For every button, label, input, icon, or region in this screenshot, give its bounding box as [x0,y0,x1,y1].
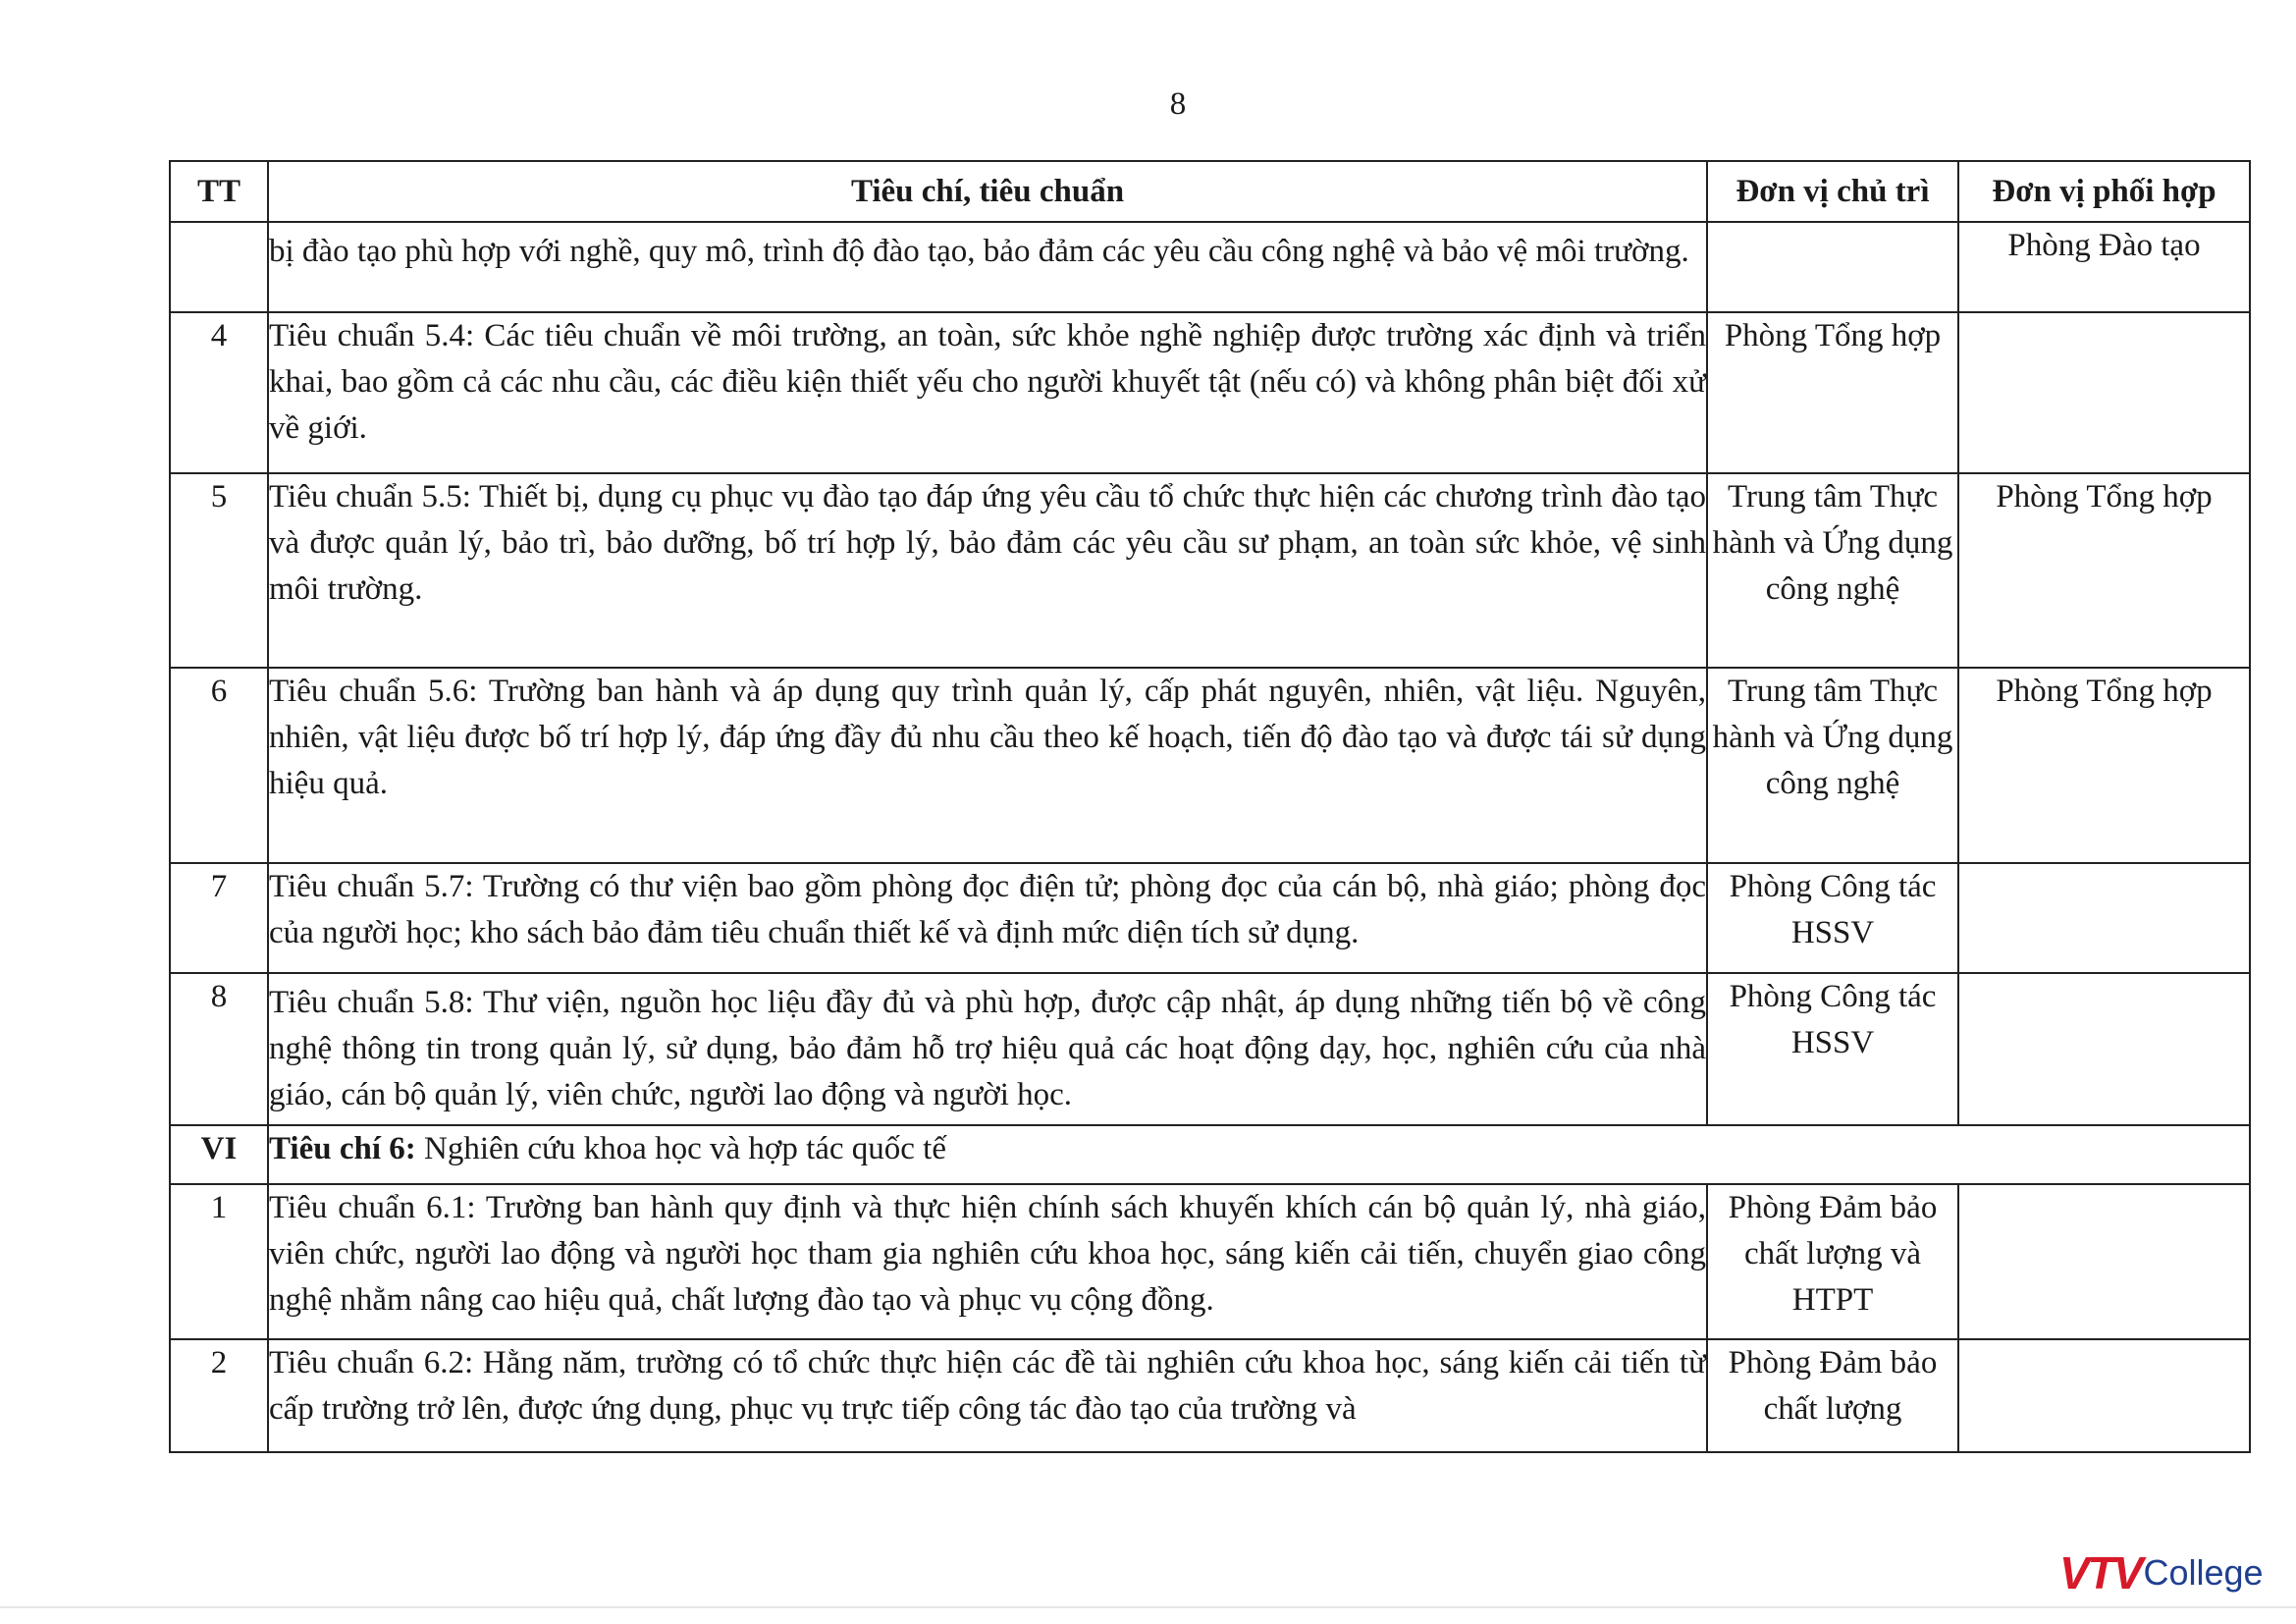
lead-unit: Phòng Đảm bảo chất lượng và HTPT [1707,1184,1958,1339]
lead-unit: Phòng Tổng hợp [1707,312,1958,473]
table-row [170,473,2250,668]
row-number: 8 [170,973,268,1125]
criteria-text: Tiêu chuẩn 5.6: Trường ban hành và áp dụng quy trình quản lý, cấp phát nguyên, nhiên, vật liệu. Nguyên, nhiên, vật liệu được bố trí hợp lý, đáp ứng đầy đủ nhu cầu theo kế hoạch, tiến độ đào tạo và được tái sử dụng hiệu quả. [268,668,1707,863]
coop-unit: Phòng Tổng hợp [1958,668,2250,863]
row-number: 5 [170,473,268,668]
criteria-table [169,160,2251,1453]
scan-edge-line [0,1606,2296,1608]
criteria-text: Tiêu chuẩn 5.5: Thiết bị, dụng cụ phục vụ đào tạo đáp ứng yêu cầu tổ chức thực hiện các chương trình đào tạo và được quản lý, bảo trì, bảo dưỡng, bố trí hợp lý, bảo đảm các yêu cầu sư phạm, an toàn sức khỏe, vệ sinh môi trường. [268,473,1707,668]
section-row [170,1125,2250,1184]
table-row [170,863,2250,973]
logo-brand: VTV [2059,1547,2142,1598]
header-lead-unit: Đơn vị chủ trì [1707,161,1958,222]
header-coop-unit: Đơn vị phối hợp [1958,161,2250,222]
lead-unit [1707,222,1958,312]
coop-unit [1958,863,2250,973]
lead-unit: Phòng Công tác HSSV [1707,973,1958,1125]
section-title [268,1125,2250,1184]
section-number: VI [170,1125,268,1184]
coop-unit [1958,312,2250,473]
criteria-text: Tiêu chuẩn 5.7: Trường có thư viện bao gồm phòng đọc điện tử; phòng đọc của cán bộ, nhà giáo; phòng đọc của người học; kho sách bảo đảm tiêu chuẩn thiết kế và định mức diện tích sử dụng. [268,863,1707,973]
coop-unit [1958,1184,2250,1339]
page-number: 8 [1169,86,1187,122]
criteria-text: Tiêu chuẩn 6.2: Hằng năm, trường có tổ chức thực hiện các đề tài nghiên cứu khoa học, sáng kiến cải tiến từ cấp trường trở lên, được ứng dụng, phục vụ trực tiếp công tác đào tạo của trường và [268,1339,1707,1452]
criteria-text: Tiêu chuẩn 5.8: Thư viện, nguồn học liệu đầy đủ và phù hợp, được cập nhật, áp dụng những tiến bộ về công nghệ thông tin trong quản lý, sử dụng, bảo đảm hỗ trợ hiệu quả các hoạt động dạy, học, nghiên cứu của nhà giáo, cán bộ quản lý, viên chức, người lao động và người học. [268,973,1707,1125]
lead-unit: Trung tâm Thực hành và Ứng dụng công nghệ [1707,473,1958,668]
table-row [170,312,2250,473]
row-number: 2 [170,1339,268,1452]
row-number: 1 [170,1184,268,1339]
table-row [170,1184,2250,1339]
coop-unit [1958,1339,2250,1452]
table-row [170,973,2250,1125]
lead-unit: Phòng Công tác HSSV [1707,863,1958,973]
coop-unit: Phòng Tổng hợp [1958,473,2250,668]
table-row [170,668,2250,863]
criteria-text: Tiêu chuẩn 5.4: Các tiêu chuẩn về môi trường, an toàn, sức khỏe nghề nghiệp được trường xác định và triển khai, bao gồm cả các nhu cầu, các điều kiện thiết yếu cho người khuyết tật (nếu có) và không phân biệt đối xử về giới. [268,312,1707,473]
coop-unit [1958,973,2250,1125]
row-number: 4 [170,312,268,473]
header-criteria: Tiêu chí, tiêu chuẩn [268,161,1707,222]
lead-unit: Phòng Đảm bảo chất lượng [1707,1339,1958,1452]
table-row [170,222,2250,312]
section-title-text: Nghiên cứu khoa học và hợp tác quốc tế [415,1131,946,1166]
row-number: 7 [170,863,268,973]
vtv-college-logo [2059,1545,2264,1600]
lead-unit: Trung tâm Thực hành và Ứng dụng công nghệ [1707,668,1958,863]
coop-unit: Phòng Đào tạo [1958,222,2250,312]
criteria-text: Tiêu chuẩn 6.1: Trường ban hành quy định và thực hiện chính sách khuyến khích cán bộ quản lý, nhà giáo, viên chức, người lao động và người học tham gia nghiên cứu khoa học, sáng kiến cải tiến, chuyển giao công nghệ nhằm nâng cao hiệu quả, chất lượng đào tạo và phục vụ cộng đồng. [268,1184,1707,1339]
logo-suffix: College [2143,1552,2264,1593]
section-label: Tiêu chí 6: [269,1131,416,1166]
row-number [170,222,268,312]
criteria-text: bị đào tạo phù hợp với nghề, quy mô, trình độ đào tạo, bảo đảm các yêu cầu công nghệ và bảo vệ môi trường. [268,222,1707,312]
table-row [170,1339,2250,1452]
table-header-row [170,161,2250,222]
header-tt: TT [170,161,268,222]
row-number: 6 [170,668,268,863]
